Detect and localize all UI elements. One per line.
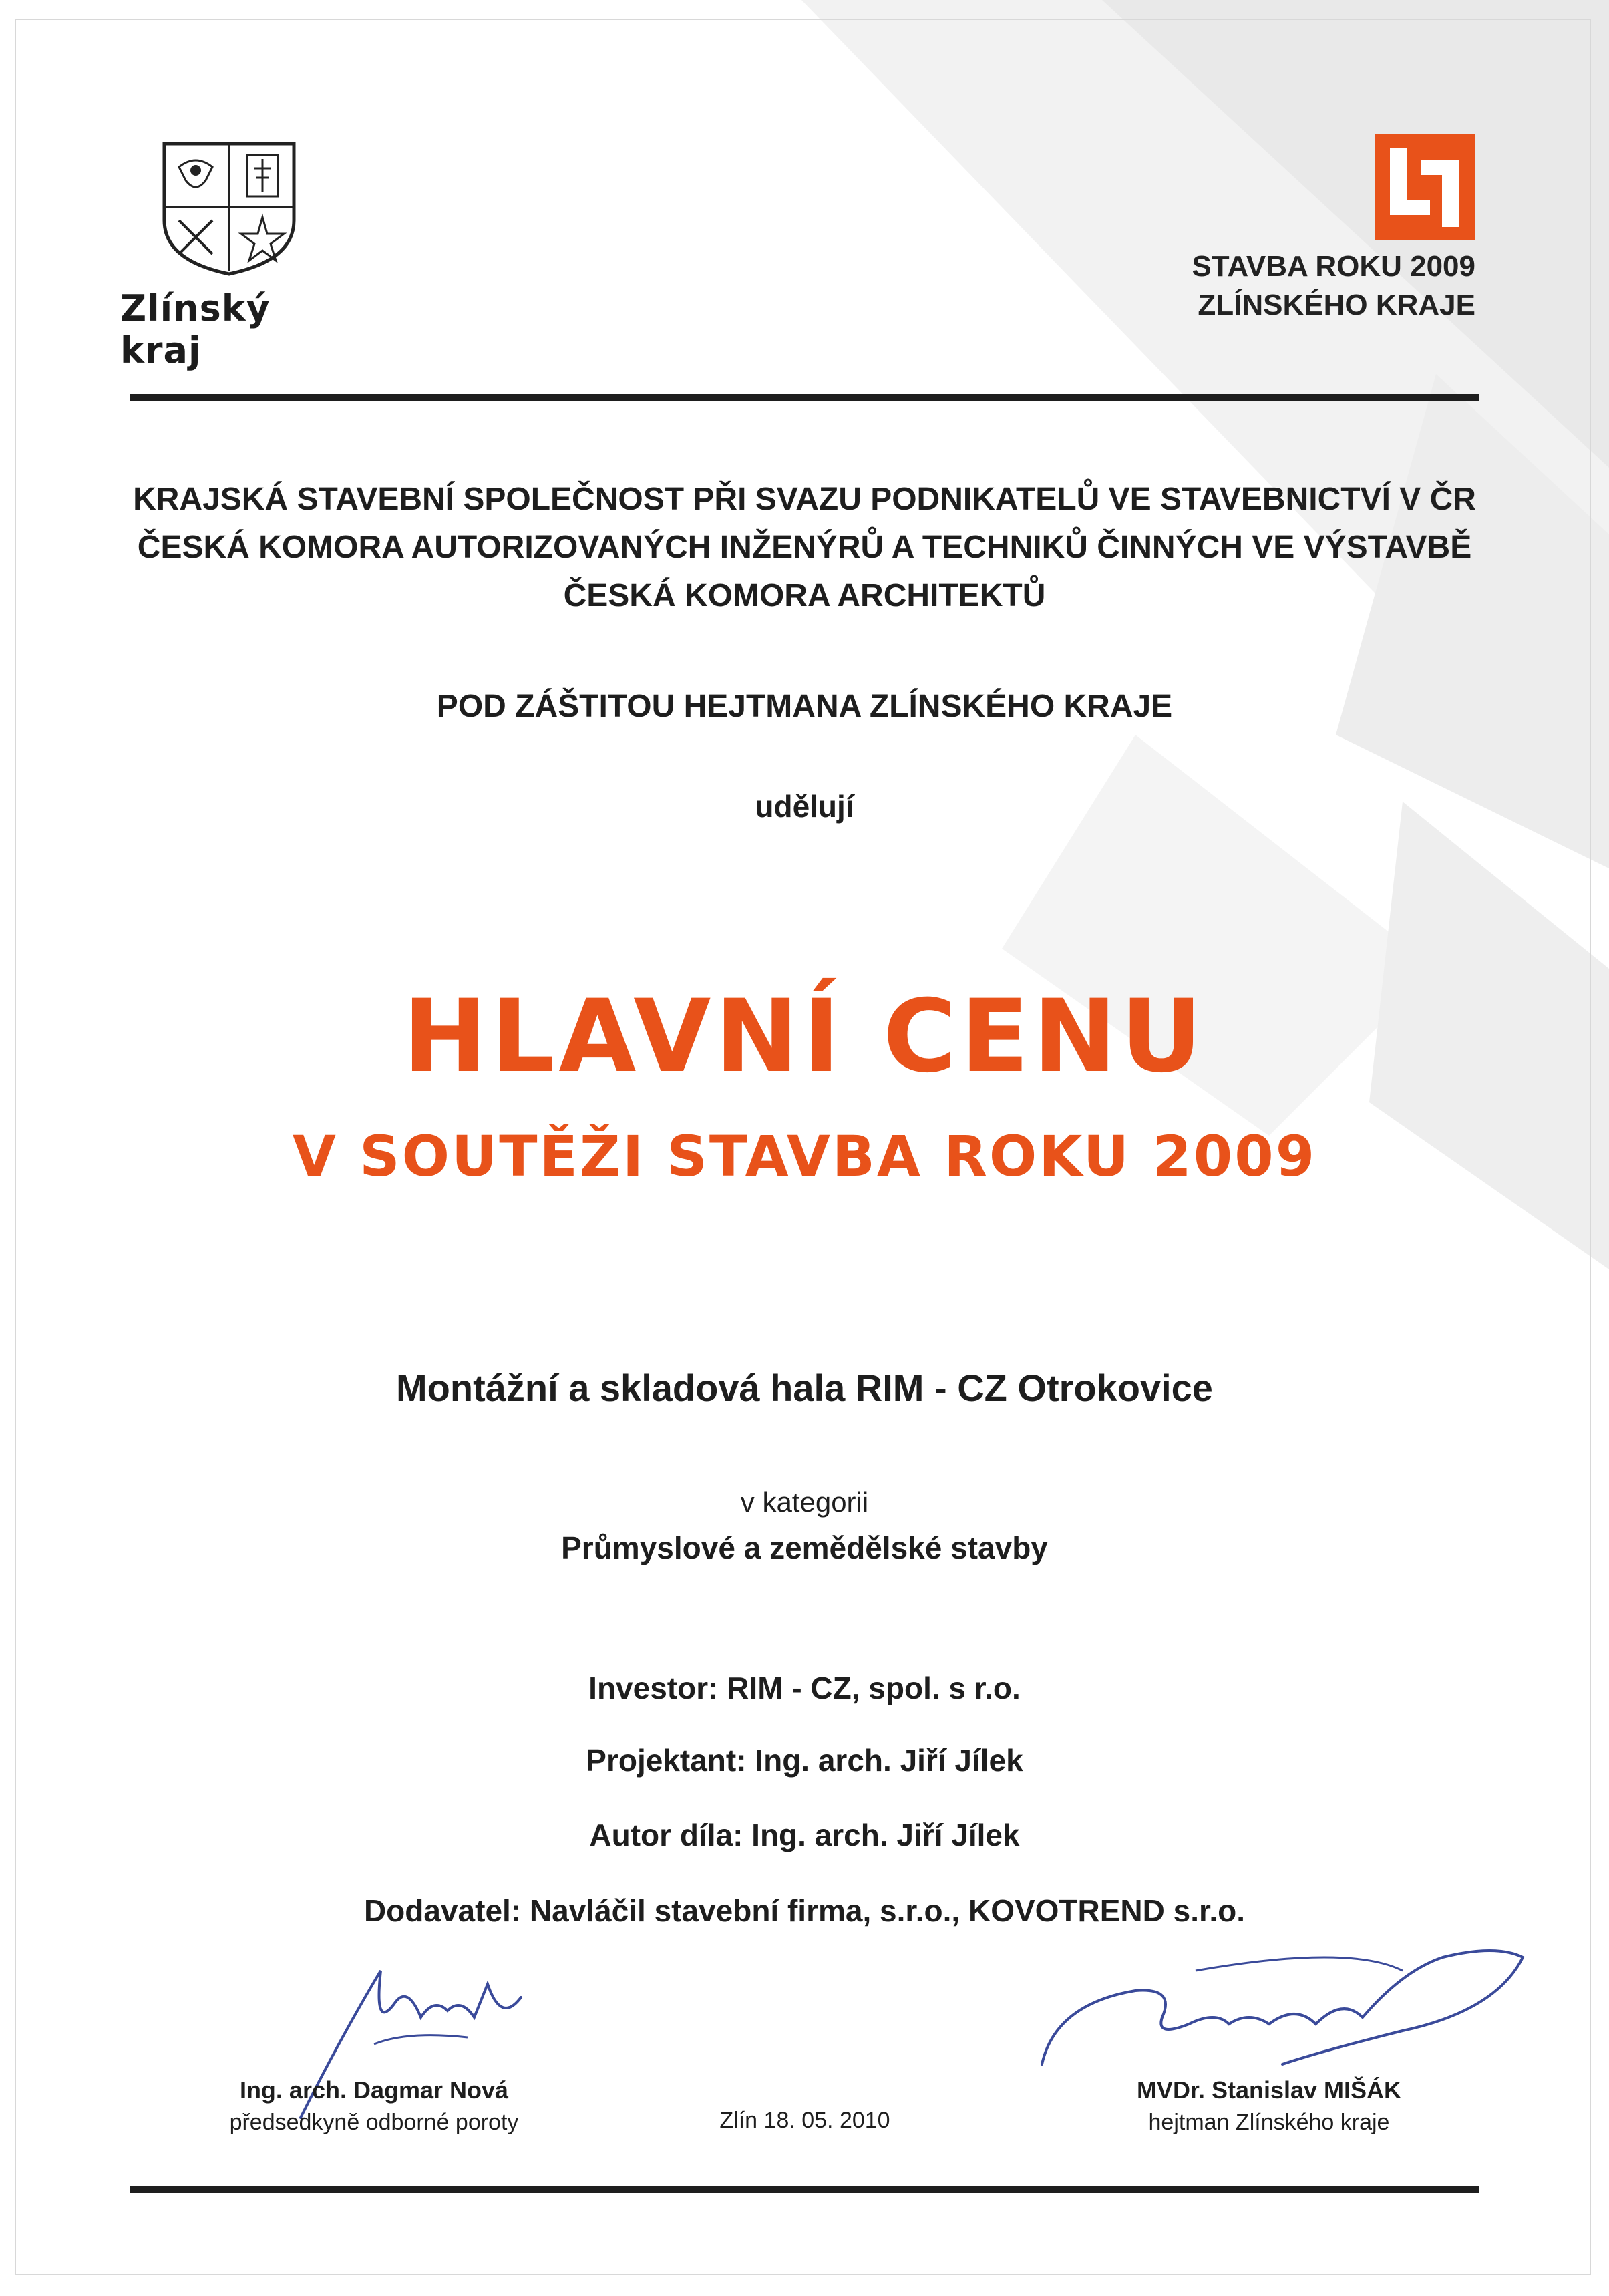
award-subtitle: V SOUTĚŽI STAVBA ROKU 2009 <box>292 1124 1317 1189</box>
investor-line: Investor: RIM - CZ, spol. s r.o. <box>588 1671 1021 1705</box>
bottom-divider <box>130 2186 1479 2193</box>
signer-left-role: předsedkyně odborné poroty <box>229 2110 519 2135</box>
signer-left <box>220 2076 528 2136</box>
competition-logo <box>1075 134 1475 334</box>
signer-left-name: Ing. arch. Dagmar Nová <box>239 2076 509 2104</box>
author-line: Autor díla: Ing. arch. Jiří Jílek <box>589 1818 1020 1852</box>
signer-right-role: hejtman Zlínského kraje <box>1148 2110 1390 2135</box>
organizers <box>0 476 1609 620</box>
project-name: Montážní a skladová hala RIM - CZ Otrokovice <box>396 1367 1213 1409</box>
designer-line: Projektant: Ing. arch. Jiří Jílek <box>586 1743 1023 1778</box>
award-title: HLAVNÍ CENU <box>403 979 1206 1095</box>
signer-right-name: MVDr. Stanislav MIŠÁK <box>1136 2076 1402 2104</box>
competition-line-1: STAVBA ROKU 2009 <box>1192 250 1475 283</box>
competition-name <box>1192 247 1475 325</box>
supplier-line: Dodavatel: Navláčil stavební firma, s.r.o., KOVOTREND s.r.o. <box>363 1893 1246 1928</box>
competition-line-2: ZLÍNSKÉHO KRAJE <box>1198 289 1475 321</box>
region-name: Zlínský kraj <box>120 287 271 371</box>
award-mark-icon <box>1375 134 1475 240</box>
place-and-date: Zlín 18. 05. 2010 <box>719 2108 890 2133</box>
organizer-1: KRAJSKÁ STAVEBNÍ SPOLEČNOST PŘI SVAZU PODNIKATELŮ VE STAVEBNICTVÍ V ČR <box>133 482 1476 517</box>
patronage-line: POD ZÁŠTITOU HEJTMANA ZLÍNSKÉHO KRAJE <box>436 689 1173 724</box>
top-divider <box>130 394 1479 401</box>
organizer-3: ČESKÁ KOMORA ARCHITEKTŮ <box>563 578 1046 613</box>
signer-right <box>1082 2076 1456 2136</box>
category-label: v kategorii <box>740 1486 869 1518</box>
category-value: Průmyslové a zemědělské stavby <box>561 1530 1048 1565</box>
grant-verb: udělují <box>755 789 854 824</box>
organizer-2: ČESKÁ KOMORA AUTORIZOVANÝCH INŽENÝRŮ A TECHNIKŮ ČINNÝCH VE VÝSTAVBĚ <box>137 530 1472 565</box>
coat-of-arms-icon <box>159 140 299 277</box>
